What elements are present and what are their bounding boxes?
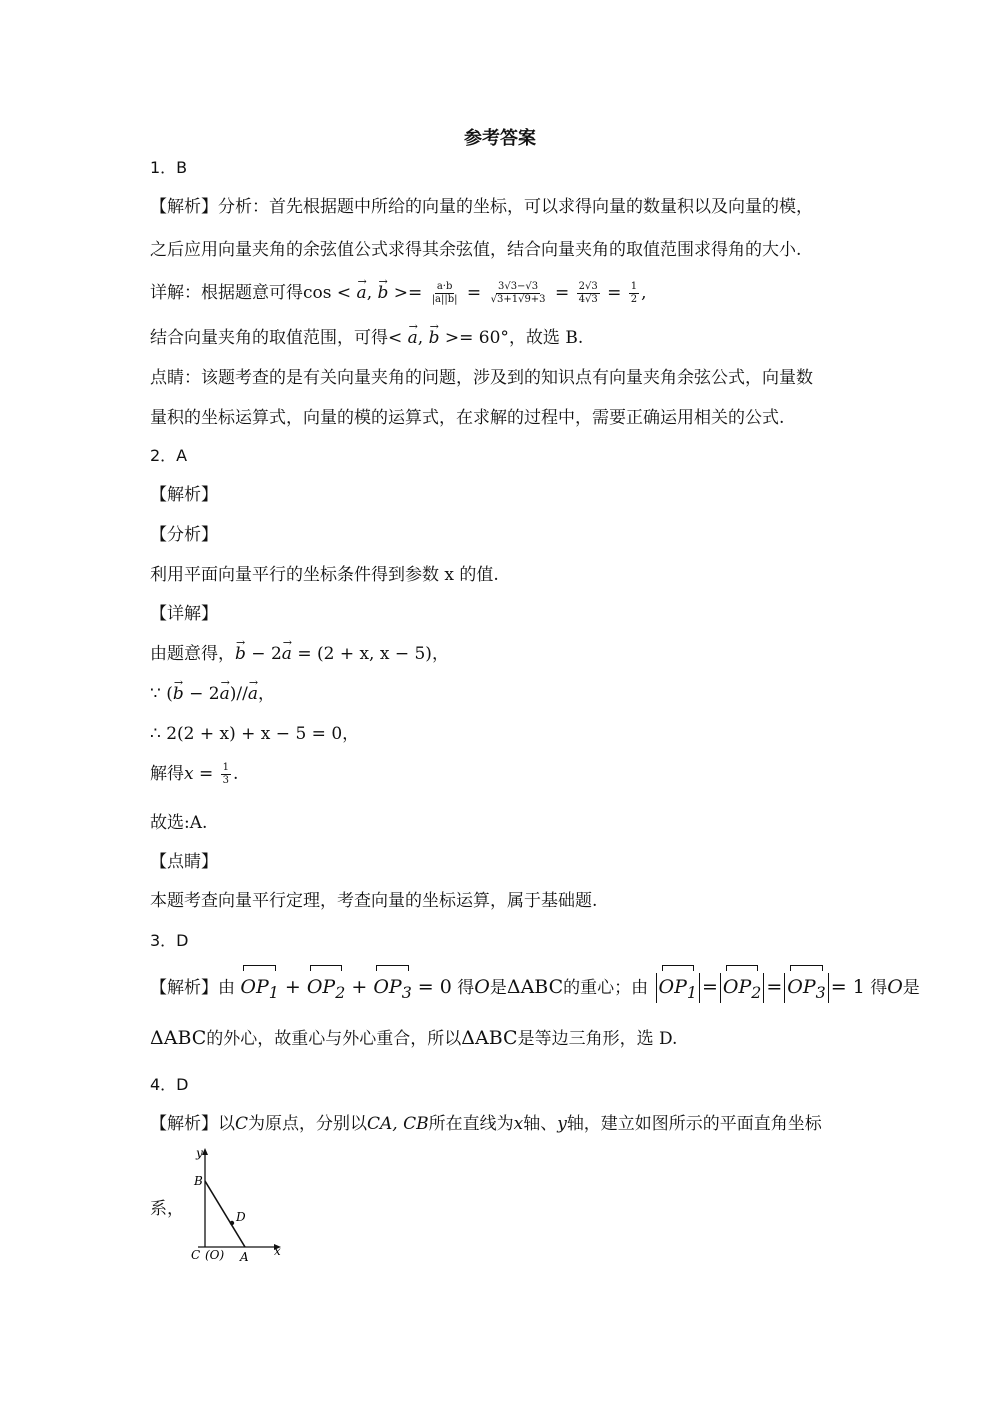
- section-jiexi: 【解析】: [150, 485, 218, 505]
- answer-3-heading: 3．D: [150, 931, 189, 950]
- answer-4-line-1: 【解析】以C为原点，分别以CA, CB所在直线为x轴、y轴，建立如图所示的平面直角坐标: [150, 1114, 822, 1134]
- label-a: A: [240, 1250, 249, 1264]
- solution-step-2: ∵ (→ b − 2→ a)//→ a，: [150, 683, 275, 705]
- y-axis-arrow-icon: [202, 1148, 208, 1155]
- page-title: 参考答案: [464, 128, 536, 149]
- fraction-dot-over-norms: $\frac{a\cdot b}{|a||b|}$: [431, 281, 458, 305]
- answer-3-line-1: 【解析】由 $OP_1 + OP_2 + OP_3 = 0$ 得O是ΔABC的重心；由 $OP_1 = OP_2 = OP_3 = 1$ 得O是: [150, 972, 920, 1008]
- answer-4-line-2: 系，: [150, 1199, 184, 1219]
- answer-2-heading: 2．A: [150, 446, 188, 465]
- solution-step-1: 由题意得，→ b − 2→ a = (2 + x, x − 5)，: [150, 643, 449, 665]
- answer-1-line-2: 之后应用向量夹角的余弦值公式求得其余弦值，结合向量夹角的取值范围求得角的大小.: [150, 240, 802, 260]
- answer-1-line-5: 点睛：该题考查的是有关向量夹角的问题，涉及到的知识点有向量夹角余弦公式，向量数: [150, 368, 813, 388]
- answer-1-line-4: 结合向量夹角的取值范围，可得< → a, → b >= 60°，故选 B.: [150, 327, 583, 349]
- fraction-simplified: $\frac{2√3}{4√3}$: [578, 281, 598, 305]
- label-x: x: [274, 1244, 281, 1258]
- remark-text: 本题考查向量平行定理，考查向量的坐标运算，属于基础题.: [150, 891, 598, 911]
- solution-step-3: ∴ 2(2 + x) + x − 5 = 0，: [150, 724, 360, 744]
- label-b: B: [194, 1174, 203, 1188]
- formula-prefix: 详解：根据题意可得cos: [150, 283, 332, 303]
- fraction-result: $\frac{1}{2}$: [630, 281, 638, 305]
- analysis-text: 利用平面向量平行的坐标条件得到参数 x 的值.: [150, 565, 499, 585]
- solution-choice: 故选:A.: [150, 813, 208, 833]
- label-d: D: [236, 1210, 246, 1224]
- answer-1-line-6: 量积的坐标运算式，向量的模的运算式，在求解的过程中，需要正确运用相关的公式.: [150, 408, 785, 428]
- answer-1-line-1: 【解析】分析：首先根据题中所给的向量的坐标，可以求得向量的数量积以及向量的模，: [150, 197, 813, 217]
- answer-3-line-2: ΔABC的外心，故重心与外心重合，所以ΔABC是等边三角形，选 D.: [150, 1027, 678, 1049]
- label-o: (O): [205, 1248, 225, 1262]
- coordinate-figure: [188, 1145, 288, 1265]
- section-dianjing: 【点睛】: [150, 852, 218, 872]
- angle-value: 60°: [478, 328, 509, 348]
- answer-1-formula-line: 详解：根据题意可得cos < → a, → b >= $\frac{a\cdot b}{|a||b|}$ = $\frac{3√3-√3}{√3+1√9+3}$ = $\frac{2√3}{4√3}$ = $\frac{1}{2}$ ,: [150, 281, 647, 306]
- fraction-values: $\frac{3√3-√3}{√3+1√9+3}$: [490, 281, 546, 305]
- answer-4-heading: 4．D: [150, 1075, 189, 1094]
- section-xiangjie: 【详解】: [150, 604, 218, 624]
- label-c: C: [191, 1248, 201, 1262]
- label-y: y: [196, 1146, 203, 1160]
- solution-step-4: 解得x = $\frac{1}{3}$ .: [150, 762, 239, 786]
- point-d: [230, 1221, 234, 1225]
- section-fenxi: 【分析】: [150, 525, 218, 545]
- answer-1-heading: 1．B: [150, 158, 188, 177]
